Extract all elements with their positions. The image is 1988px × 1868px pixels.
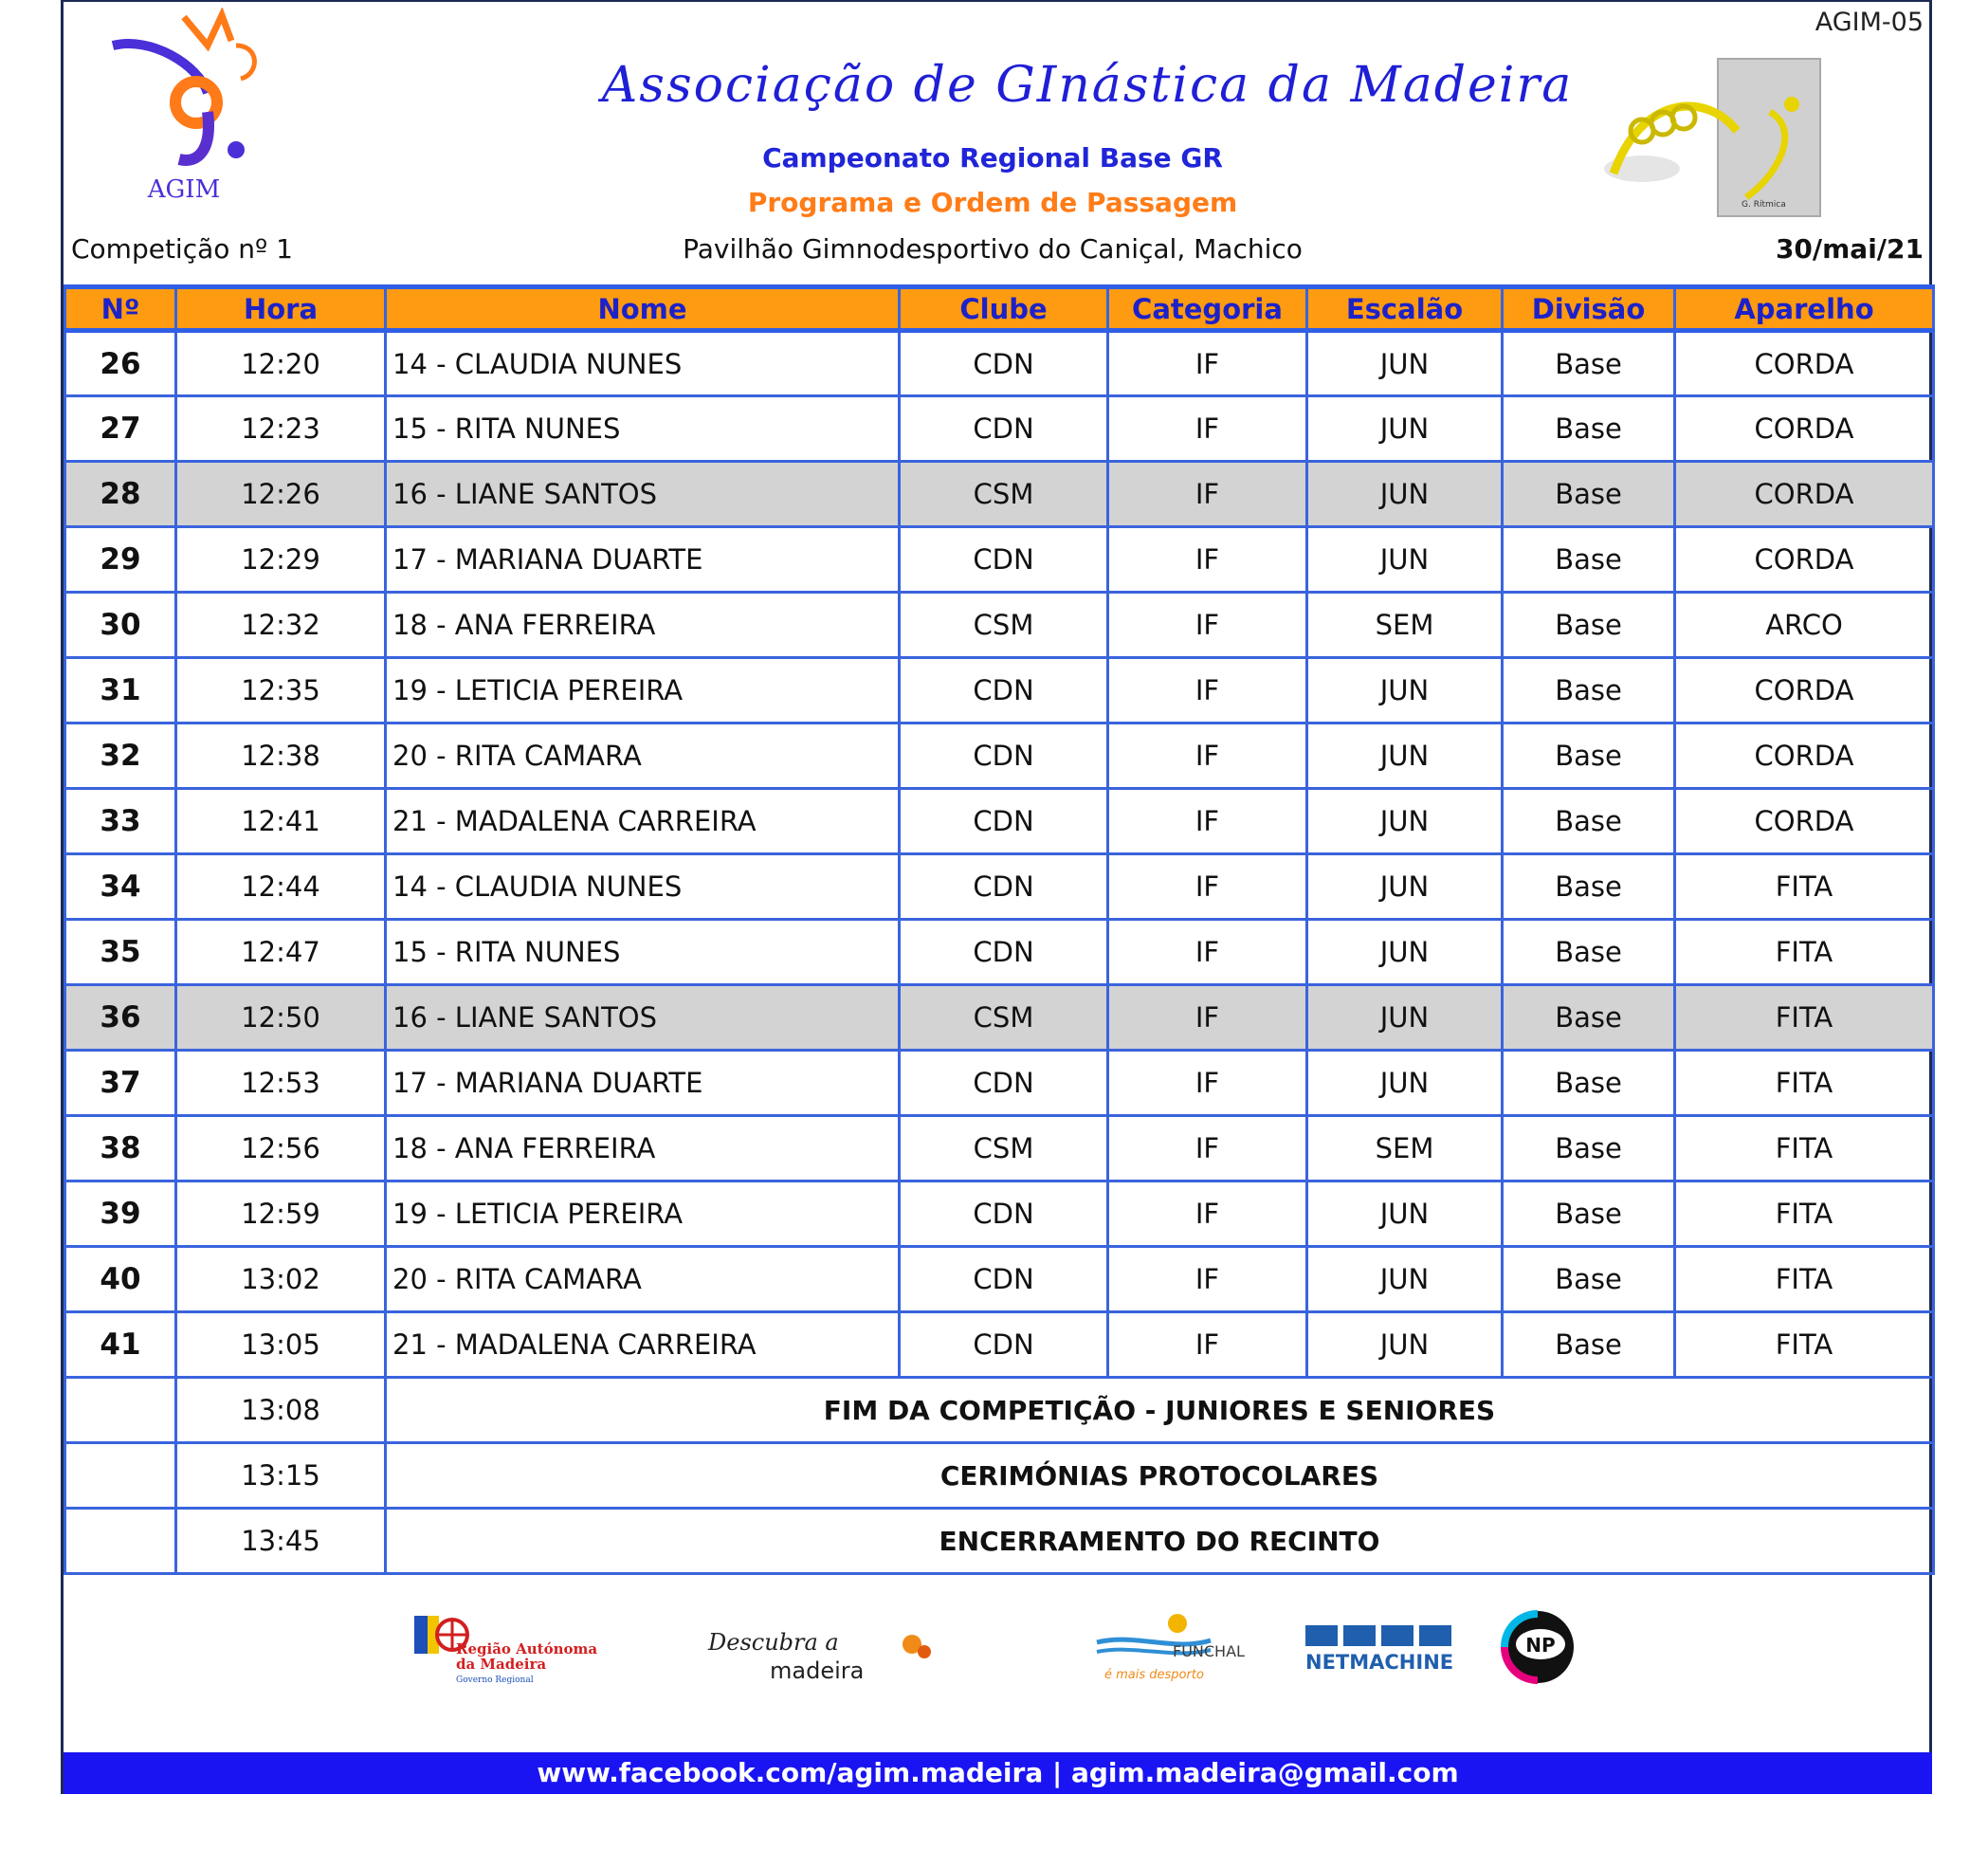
cell-escalao: JUN xyxy=(1307,1181,1503,1247)
cell-nome: 20 - RITA CAMARA xyxy=(386,723,900,789)
cell-aparelho: CORDA xyxy=(1675,723,1934,789)
cell-clube: CDN xyxy=(900,723,1108,789)
cell-nome: 16 - LIANE SANTOS xyxy=(386,985,900,1051)
footer-contact-bar xyxy=(64,1752,1932,1794)
cell-divisao: Base xyxy=(1503,593,1675,658)
cell-clube: CDN xyxy=(900,331,1108,396)
cell-nome: 21 - MADALENA CARREIRA xyxy=(386,1312,900,1378)
cell-divisao: Base xyxy=(1503,854,1675,920)
funchal-line1: FUNCHAL xyxy=(1173,1642,1245,1660)
cell-escalao: SEM xyxy=(1307,1116,1503,1181)
cell-escalao: JUN xyxy=(1307,723,1503,789)
cell-aparelho: FITA xyxy=(1675,854,1934,920)
event-label: ENCERRAMENTO DO RECINTO xyxy=(386,1509,1934,1574)
cell-escalao: JUN xyxy=(1307,1312,1503,1378)
cell-clube: CDN xyxy=(900,854,1108,920)
cell-hora: 12:32 xyxy=(176,593,386,658)
cell-categoria: IF xyxy=(1108,1181,1307,1247)
madeira-gov-line2: da Madeira xyxy=(456,1656,547,1673)
cell-aparelho: FITA xyxy=(1675,1181,1934,1247)
cell-nome: 19 - LETICIA PEREIRA xyxy=(386,1181,900,1247)
table-row xyxy=(65,658,1934,723)
cell-num: 39 xyxy=(65,1181,176,1247)
table-row xyxy=(65,396,1934,462)
cell-nome: 20 - RITA CAMARA xyxy=(386,1247,900,1312)
cell-aparelho: ARCO xyxy=(1675,593,1934,658)
table-row xyxy=(65,920,1934,985)
netmachine-text: NETMACHINE xyxy=(1305,1651,1454,1674)
cell-escalao: JUN xyxy=(1307,985,1503,1051)
cell-num: 35 xyxy=(65,920,176,985)
column-header: Divisão xyxy=(1503,287,1675,331)
event-row xyxy=(65,1443,1934,1509)
cell-clube: CDN xyxy=(900,527,1108,593)
cell-escalao: JUN xyxy=(1307,920,1503,985)
cell-aparelho: CORDA xyxy=(1675,658,1934,723)
cell-categoria: IF xyxy=(1108,920,1307,985)
event-date: 30/mai/21 xyxy=(1775,233,1924,265)
cell-clube: CDN xyxy=(900,920,1108,985)
document-sheet xyxy=(61,0,1932,1794)
cell-divisao: Base xyxy=(1503,723,1675,789)
cell-num: 28 xyxy=(65,462,176,527)
cell-aparelho: CORDA xyxy=(1675,331,1934,396)
cell-categoria: IF xyxy=(1108,527,1307,593)
cell-divisao: Base xyxy=(1503,1116,1675,1181)
madeira-government-logo xyxy=(414,1616,597,1685)
cell-categoria: IF xyxy=(1108,789,1307,854)
cell-num: 34 xyxy=(65,854,176,920)
cell-divisao: Base xyxy=(1503,527,1675,593)
cell-escalao: JUN xyxy=(1307,1247,1503,1312)
cell-aparelho: FITA xyxy=(1675,985,1934,1051)
cell-aparelho: FITA xyxy=(1675,1247,1934,1312)
cell-nome: 15 - RITA NUNES xyxy=(386,396,900,462)
cell-aparelho: CORDA xyxy=(1675,527,1934,593)
cell-hora: 12:35 xyxy=(176,658,386,723)
table-row xyxy=(65,462,1934,527)
cell-nome: 17 - MARIANA DUARTE xyxy=(386,527,900,593)
cell-categoria: IF xyxy=(1108,1051,1307,1116)
cell-categoria: IF xyxy=(1108,1116,1307,1181)
cell-escalao: JUN xyxy=(1307,854,1503,920)
cell-aparelho: CORDA xyxy=(1675,789,1934,854)
table-header-row xyxy=(65,287,1934,331)
event-label: CERIMÓNIAS PROTOCOLARES xyxy=(386,1443,1934,1509)
cell-escalao: JUN xyxy=(1307,396,1503,462)
column-header: Categoria xyxy=(1108,287,1307,331)
cell-hora: 12:29 xyxy=(176,527,386,593)
cell-categoria: IF xyxy=(1108,331,1307,396)
rhythmic-logo-caption: G. Rítmica xyxy=(1742,200,1786,210)
column-header: Nº xyxy=(65,287,176,331)
schedule-table xyxy=(64,284,1935,1575)
cell-nome: 19 - LETICIA PEREIRA xyxy=(386,658,900,723)
cell-hora: 12:26 xyxy=(176,462,386,527)
cell-num-empty xyxy=(65,1443,176,1509)
cell-hora: 13:45 xyxy=(176,1509,386,1574)
cell-num: 33 xyxy=(65,789,176,854)
cell-num: 41 xyxy=(65,1312,176,1378)
cell-num: 31 xyxy=(65,658,176,723)
cell-escalao: JUN xyxy=(1307,658,1503,723)
cell-nome: 16 - LIANE SANTOS xyxy=(386,462,900,527)
cell-hora: 12:56 xyxy=(176,1116,386,1181)
cell-clube: CSM xyxy=(900,593,1108,658)
agim-logo xyxy=(94,8,274,207)
cell-nome: 21 - MADALENA CARREIRA xyxy=(386,789,900,854)
cell-hora: 12:38 xyxy=(176,723,386,789)
organization-title: Associação de GInástica da Madeira xyxy=(601,57,1574,114)
cell-categoria: IF xyxy=(1108,1247,1307,1312)
netmachine-logo xyxy=(1305,1625,1453,1674)
cell-hora: 13:05 xyxy=(176,1312,386,1378)
cell-clube: CDN xyxy=(900,658,1108,723)
column-header: Hora xyxy=(176,287,386,331)
event-label: FIM DA COMPETIÇÃO - JUNIORES E SENIORES xyxy=(386,1378,1934,1443)
cell-divisao: Base xyxy=(1503,1181,1675,1247)
column-header: Aparelho xyxy=(1675,287,1934,331)
cell-num-empty xyxy=(65,1509,176,1574)
cell-hora: 12:50 xyxy=(176,985,386,1051)
cell-num: 37 xyxy=(65,1051,176,1116)
cell-nome: 17 - MARIANA DUARTE xyxy=(386,1051,900,1116)
cell-hora: 13:15 xyxy=(176,1443,386,1509)
event-row xyxy=(65,1509,1934,1574)
column-header: Clube xyxy=(900,287,1108,331)
cell-hora: 12:41 xyxy=(176,789,386,854)
cell-clube: CSM xyxy=(900,1116,1108,1181)
column-header: Nome xyxy=(386,287,900,331)
document-code: AGIM-05 xyxy=(1815,8,1924,37)
cell-hora: 12:23 xyxy=(176,396,386,462)
cell-clube: CDN xyxy=(900,789,1108,854)
cell-clube: CDN xyxy=(900,1312,1108,1378)
cell-nome: 14 - CLAUDIA NUNES xyxy=(386,331,900,396)
cell-categoria: IF xyxy=(1108,593,1307,658)
cell-nome: 14 - CLAUDIA NUNES xyxy=(386,854,900,920)
funchal-line2: é mais desporto xyxy=(1104,1668,1204,1682)
cell-nome: 18 - ANA FERREIRA xyxy=(386,593,900,658)
cell-divisao: Base xyxy=(1503,331,1675,396)
cell-hora: 12:53 xyxy=(176,1051,386,1116)
cell-clube: CDN xyxy=(900,396,1108,462)
table-row xyxy=(65,1312,1934,1378)
cell-categoria: IF xyxy=(1108,985,1307,1051)
cell-divisao: Base xyxy=(1503,1312,1675,1378)
table-row xyxy=(65,854,1934,920)
cell-divisao: Base xyxy=(1503,396,1675,462)
cell-categoria: IF xyxy=(1108,854,1307,920)
descubra-line2: madeira xyxy=(770,1657,865,1684)
cell-aparelho: FITA xyxy=(1675,1051,1934,1116)
descubra-madeira-logo xyxy=(707,1629,931,1684)
cell-divisao: Base xyxy=(1503,1247,1675,1312)
cell-escalao: SEM xyxy=(1307,593,1503,658)
cell-escalao: JUN xyxy=(1307,331,1503,396)
cell-hora: 12:47 xyxy=(176,920,386,985)
cell-clube: CSM xyxy=(900,985,1108,1051)
cell-escalao: JUN xyxy=(1307,527,1503,593)
cell-hora: 12:59 xyxy=(176,1181,386,1247)
madeira-gov-line3: Governo Regional xyxy=(456,1676,534,1685)
table-row xyxy=(65,593,1934,658)
cell-num: 32 xyxy=(65,723,176,789)
np-text: NP xyxy=(1525,1634,1556,1657)
cell-divisao: Base xyxy=(1503,1051,1675,1116)
cell-clube: CDN xyxy=(900,1181,1108,1247)
funchal-logo xyxy=(1097,1614,1245,1682)
cell-categoria: IF xyxy=(1108,723,1307,789)
cell-num: 27 xyxy=(65,396,176,462)
table-row xyxy=(65,985,1934,1051)
cell-escalao: JUN xyxy=(1307,1051,1503,1116)
cell-categoria: IF xyxy=(1108,658,1307,723)
table-row xyxy=(65,789,1934,854)
sponsor-logos xyxy=(414,1604,1685,1709)
table-row xyxy=(65,723,1934,789)
cell-clube: CDN xyxy=(900,1247,1108,1312)
cell-aparelho: FITA xyxy=(1675,1116,1934,1181)
cell-num: 26 xyxy=(65,331,176,396)
cell-aparelho: CORDA xyxy=(1675,396,1934,462)
cell-divisao: Base xyxy=(1503,658,1675,723)
cell-escalao: JUN xyxy=(1307,789,1503,854)
cell-clube: CDN xyxy=(900,1051,1108,1116)
cell-hora: 12:44 xyxy=(176,854,386,920)
schedule-body xyxy=(65,331,1934,1574)
competition-number: Competição nº 1 xyxy=(71,233,293,265)
cell-divisao: Base xyxy=(1503,462,1675,527)
table-row xyxy=(65,1116,1934,1181)
rhythmic-gymnastics-logo xyxy=(1585,55,1869,226)
cell-hora: 12:20 xyxy=(176,331,386,396)
cell-nome: 18 - ANA FERREIRA xyxy=(386,1116,900,1181)
event-row xyxy=(65,1378,1934,1443)
cell-hora: 13:02 xyxy=(176,1247,386,1312)
cell-clube: CSM xyxy=(900,462,1108,527)
cell-num: 29 xyxy=(65,527,176,593)
madeira-gov-line1: Região Autónoma xyxy=(456,1640,598,1657)
agim-logo-text: AGIM xyxy=(147,175,221,204)
cell-categoria: IF xyxy=(1108,462,1307,527)
program-title: Programa e Ordem de Passagem xyxy=(747,187,1238,218)
table-row xyxy=(65,527,1934,593)
cell-divisao: Base xyxy=(1503,789,1675,854)
cell-escalao: JUN xyxy=(1307,462,1503,527)
cell-num: 30 xyxy=(65,593,176,658)
cell-divisao: Base xyxy=(1503,920,1675,985)
venue: Pavilhão Gimnodesportivo do Caniçal, Machico xyxy=(683,233,1303,265)
np-logo xyxy=(1502,1611,1574,1683)
cell-aparelho: FITA xyxy=(1675,1312,1934,1378)
table-row xyxy=(65,1051,1934,1116)
column-header: Escalão xyxy=(1307,287,1503,331)
cell-aparelho: FITA xyxy=(1675,920,1934,985)
descubra-line1: Descubra a xyxy=(708,1629,839,1656)
cell-aparelho: CORDA xyxy=(1675,462,1934,527)
cell-hora: 13:08 xyxy=(176,1378,386,1443)
footer-contact[interactable]: www.facebook.com/agim.madeira | agim.madeira@gmail.com xyxy=(537,1757,1459,1788)
table-row xyxy=(65,1181,1934,1247)
cell-num: 38 xyxy=(65,1116,176,1181)
cell-nome: 15 - RITA NUNES xyxy=(386,920,900,985)
cell-categoria: IF xyxy=(1108,396,1307,462)
table-row xyxy=(65,1247,1934,1312)
championship-title: Campeonato Regional Base GR xyxy=(762,142,1223,174)
cell-num-empty xyxy=(65,1378,176,1443)
cell-num: 36 xyxy=(65,985,176,1051)
cell-num: 40 xyxy=(65,1247,176,1312)
cell-categoria: IF xyxy=(1108,1312,1307,1378)
cell-divisao: Base xyxy=(1503,985,1675,1051)
table-row xyxy=(65,331,1934,396)
